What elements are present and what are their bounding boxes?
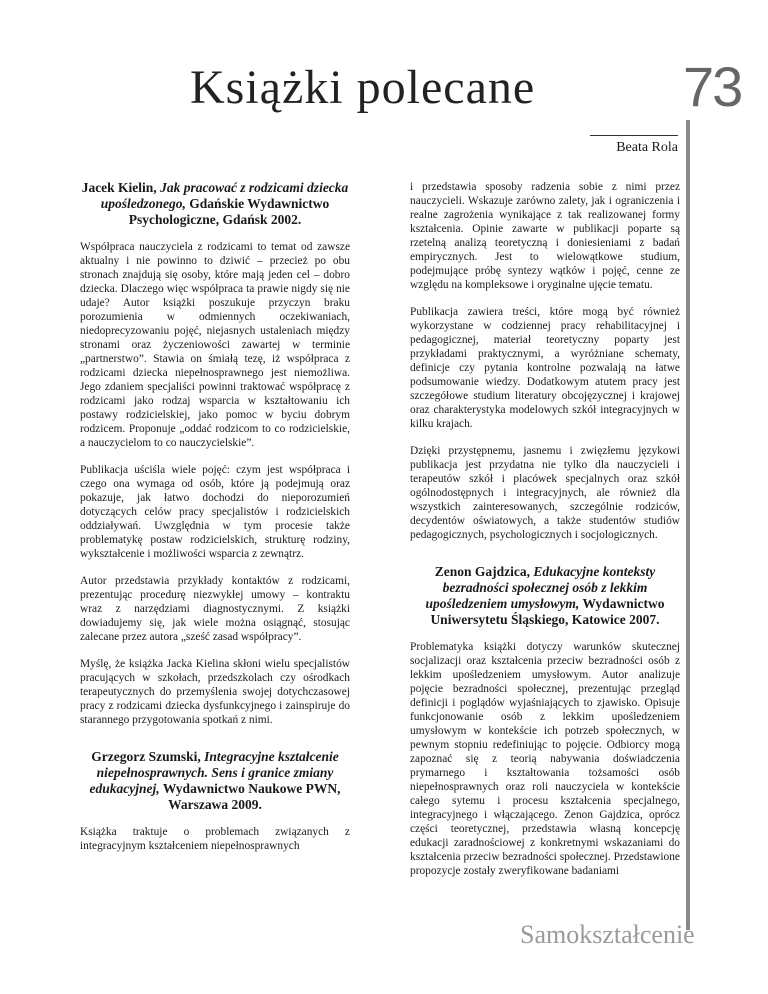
right-column xyxy=(410,180,680,891)
side-rule xyxy=(686,120,690,930)
paragraph: Autor przedstawia przykłady kontaktów z rodzicami, prezentując procedurę niezwykłej umowy – kontraktu wraz z narzędziami diagnostycznymi. Z książki dowiadujemy się, jak wiele można osiągnąć, stosując zalecane przez autora „sześć zasad współpracy”. xyxy=(80,575,350,643)
book-publisher: Gdańskie Wydawnictwo Psychologiczne, Gdańsk 2002. xyxy=(128,196,330,227)
paragraph: Myślę, że książka Jacka Kielina skłoni wielu specjalistów pracujących w szkołach, przedszkolach czy ośrodkach terapeutycznych do przemyślenia swojej dotychczasowej pracy z rodzicami dziecka dysfunkcyjnego i zainspiruje do starannego przygotowania spotkań z nimi. xyxy=(80,658,350,726)
book-publisher: Wydawnictwo Uniwersytetu Śląskiego, Katowice 2007. xyxy=(430,596,665,627)
page-number: 73 xyxy=(683,55,742,118)
paragraph: Problematyka książki dotyczy warunków skutecznej socjalizacji oraz kształcenia przeciw bezradności osób z lekkim upośledzeniem umysłowym. Autor analizuje pojęcie bezradności społecznej, prezentując przegląd definicji i poglądów wyjaśniających to zjawisko. Opisuje funkcjonowanie osób z lekkim upośledzeniem umysłowym w kontekście ich potrzeb społecznych, w pewnym stopniu redefiniując to pojęcie. Odbiorcy mogą zapoznać się z teorią nabywania doświadczenia prymarnego i kształtowania tożsamości osób niepełnosprawnych oraz roli nauczyciela w kontekście całego sytemu i procesu kształcenia specjalnego, integracyjnego i włączającego. Zenon Gajdzica, oprócz części teoretycznej, przedstawia własną koncepcję edukacji zaradnościowej z konkretnymi wskazaniami do kształcenia przeciw bezradności społecznej. Przedstawione propozycje zostały zweryfikowane badaniami xyxy=(410,641,680,877)
book-title: Jak pracować z rodzicami dziecka upośledzonego, xyxy=(100,180,349,211)
book-author: Grzegorz Szumski, xyxy=(91,749,201,764)
book-heading-2 xyxy=(80,749,350,813)
paragraph: Publikacja uściśla wiele pojęć: czym jest współpraca i czego ona wymaga od osób, które ją podejmują oraz pokazuje, jak łatwo dochodzi do nieporozumień dotyczących celów pracy specjalistów i rodzicielskich oddziaływań. Uwzględnia w tym procesie także problematykę postaw rodzicielskich, strukturę rodziny, wykształcenie i możliwości wsparcia z zewnątrz. xyxy=(80,464,350,560)
left-column xyxy=(80,180,350,866)
article-author: Beata Rola xyxy=(590,135,678,156)
book-author: Jacek Kielin, xyxy=(81,180,157,195)
paragraph: Publikacja zawiera treści, które mogą być również wykorzystane w codziennej pracy rehabilitacyjnej i pedagogicznej, materiał teoretyczny poparty jest przykładami praktycznymi, a wyróżniane schematy, definicje czy pytania kontrolne pozwalają na łatwe podsumowanie wiedzy. Dodatkowym atutem pracy jest szczegółowe studium literatury obcojęzycznej i krajowej oraz charakterystyka modelowych szkół integracyjnych w kilku krajach. xyxy=(410,306,680,430)
paragraph: Książka traktuje o problemach związanych z integracyjnym kształceniem niepełnosprawnych xyxy=(80,826,350,852)
book-publisher: Wydawnictwo Naukowe PWN, Warszawa 2009. xyxy=(162,781,341,812)
page-title: Książki polecane xyxy=(190,61,536,114)
paragraph: Współpraca nauczyciela z rodzicami to temat od zawsze aktualny i nie powinno to dziwić – przecież po obu stronach znajdują się osoby, które mają jeden cel – dobro dziecka. Dlaczego więc współpraca ta prawie nigdy się nie udaje? Autor książki poszukuje przyczyn braku porozumienia w odmiennych oczekiwaniach, niedoprecyzowaniu pojęć, niejasnych ustaleniach między stronami oraz życzeniowości zawartej w terminie „partnerstwo”. Stawia on śmiałą tezę, iż współpraca z rodzicami dziecka niepełnosprawnego jest niemożliwa. Jego zdaniem specjaliści powinni traktować współpracę z rodzicami jako rodzaj wsparcia w kształtowaniu ich postawy rodzicielskiej, jako pomoc w byciu dobrym rodzicem. Proponuje „oddać rodzicom to co rodzicielskie, a nauczycielom to co nauczycielskie”. xyxy=(80,241,350,449)
book-author: Zenon Gajdzica, xyxy=(434,564,530,579)
section-footer: Samokształcenie xyxy=(520,920,695,949)
paragraph: Dzięki przystępnemu, jasnemu i zwięzłemu językowi publikacja jest przydatna nie tylko dla nauczycieli i terapeutów szkół i placówek specjalnych oraz szkół ogólnodostępnych i integracyjnych, ale również dla wszystkich zainteresowanych, szczególnie rodziców, decydentów oświatowych, a także studentów studiów pedagogicznych, psychologicznych i socjologicznych. xyxy=(410,445,680,541)
book-heading-1 xyxy=(80,180,350,228)
book-title: Integracyjne kształcenie niepełnosprawnych. Sens i granice zmiany edukacyjnej, xyxy=(89,749,339,796)
book-title: Edukacyjne konteksty bezradności społecznej osób z lekkim upośledzeniem umysłowym, xyxy=(425,564,656,611)
paragraph: i przedstawia sposoby radzenia sobie z nimi przez nauczycieli. Wskazuje zarówno zalety, jak i ograniczenia i realne zagrożenia wynikające z tak realizowanej formy kształcenia. Opinie zawarte w publikacji poparte są rzetelną analizą teoretyczną i doniesieniami z badań empirycznych. Jest to wielowątkowe studium, podejmujące próbę syntezy wątków i pojęć, cenne ze względu na kompleksowe i oryginalne ujęcie tematu. xyxy=(410,181,680,291)
book-heading-3 xyxy=(410,564,680,628)
